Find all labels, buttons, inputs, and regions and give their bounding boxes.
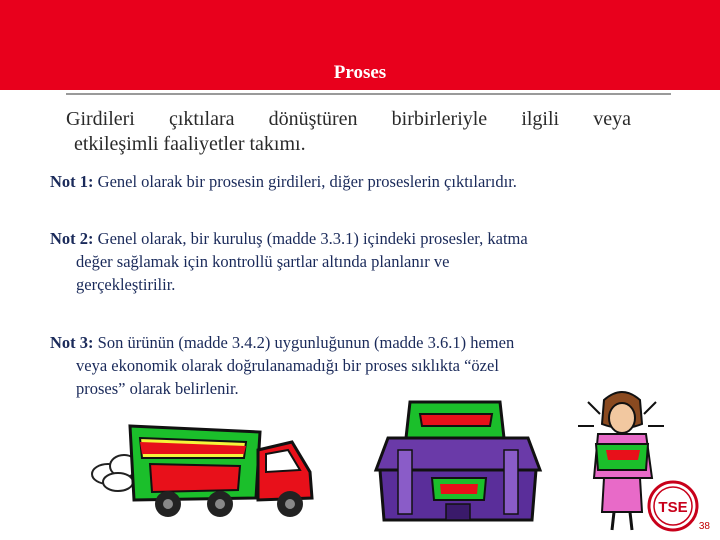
note-3-line-2: veya ekonomik olarak doğrulanamadığı bir proses sıklıkta “özel [76, 356, 499, 375]
factory-icon [376, 402, 540, 520]
customer-figure-icon [578, 392, 664, 530]
definition-paragraph [66, 107, 631, 157]
note-1-label: Not 1: [50, 172, 94, 191]
slide-title: Proses [333, 62, 387, 83]
page-number: 38 [698, 521, 710, 532]
note-2 [50, 227, 650, 296]
process-illustration [0, 380, 720, 540]
note-2-line-3: gerçekleştirilir. [76, 275, 176, 294]
tse-logo [649, 482, 697, 530]
note-3-line-3: proses” olarak belirlenir. [76, 379, 239, 398]
note-1 [50, 170, 650, 193]
note-3-line-1: Son ürünün (madde 3.4.2) uygunluğunun (madde 3.6.1) hemen [97, 333, 515, 352]
definition-line-1: Girdileri çıktılara dönüştüren birbirleriyle ilgili veya [66, 108, 631, 130]
truck-icon [130, 426, 312, 517]
note-1-line-1: Genel olarak bir prosesin girdileri, diğer proseslerin çıktılarıdır. [97, 172, 517, 191]
note-3-label: Not 3: [50, 333, 94, 352]
title-divider [66, 93, 671, 95]
note-2-line-1: Genel olarak, bir kuruluş (madde 3.3.1) içindeki prosesler, katma [97, 229, 528, 248]
tse-logo-text: TSE [658, 499, 688, 516]
definition-line-2: etkileşimli faaliyetler takımı. [74, 133, 306, 155]
note-2-label: Not 2: [50, 229, 94, 248]
note-2-line-2: değer sağlamak için kontrollü şartlar altında planlanır ve [76, 252, 450, 271]
